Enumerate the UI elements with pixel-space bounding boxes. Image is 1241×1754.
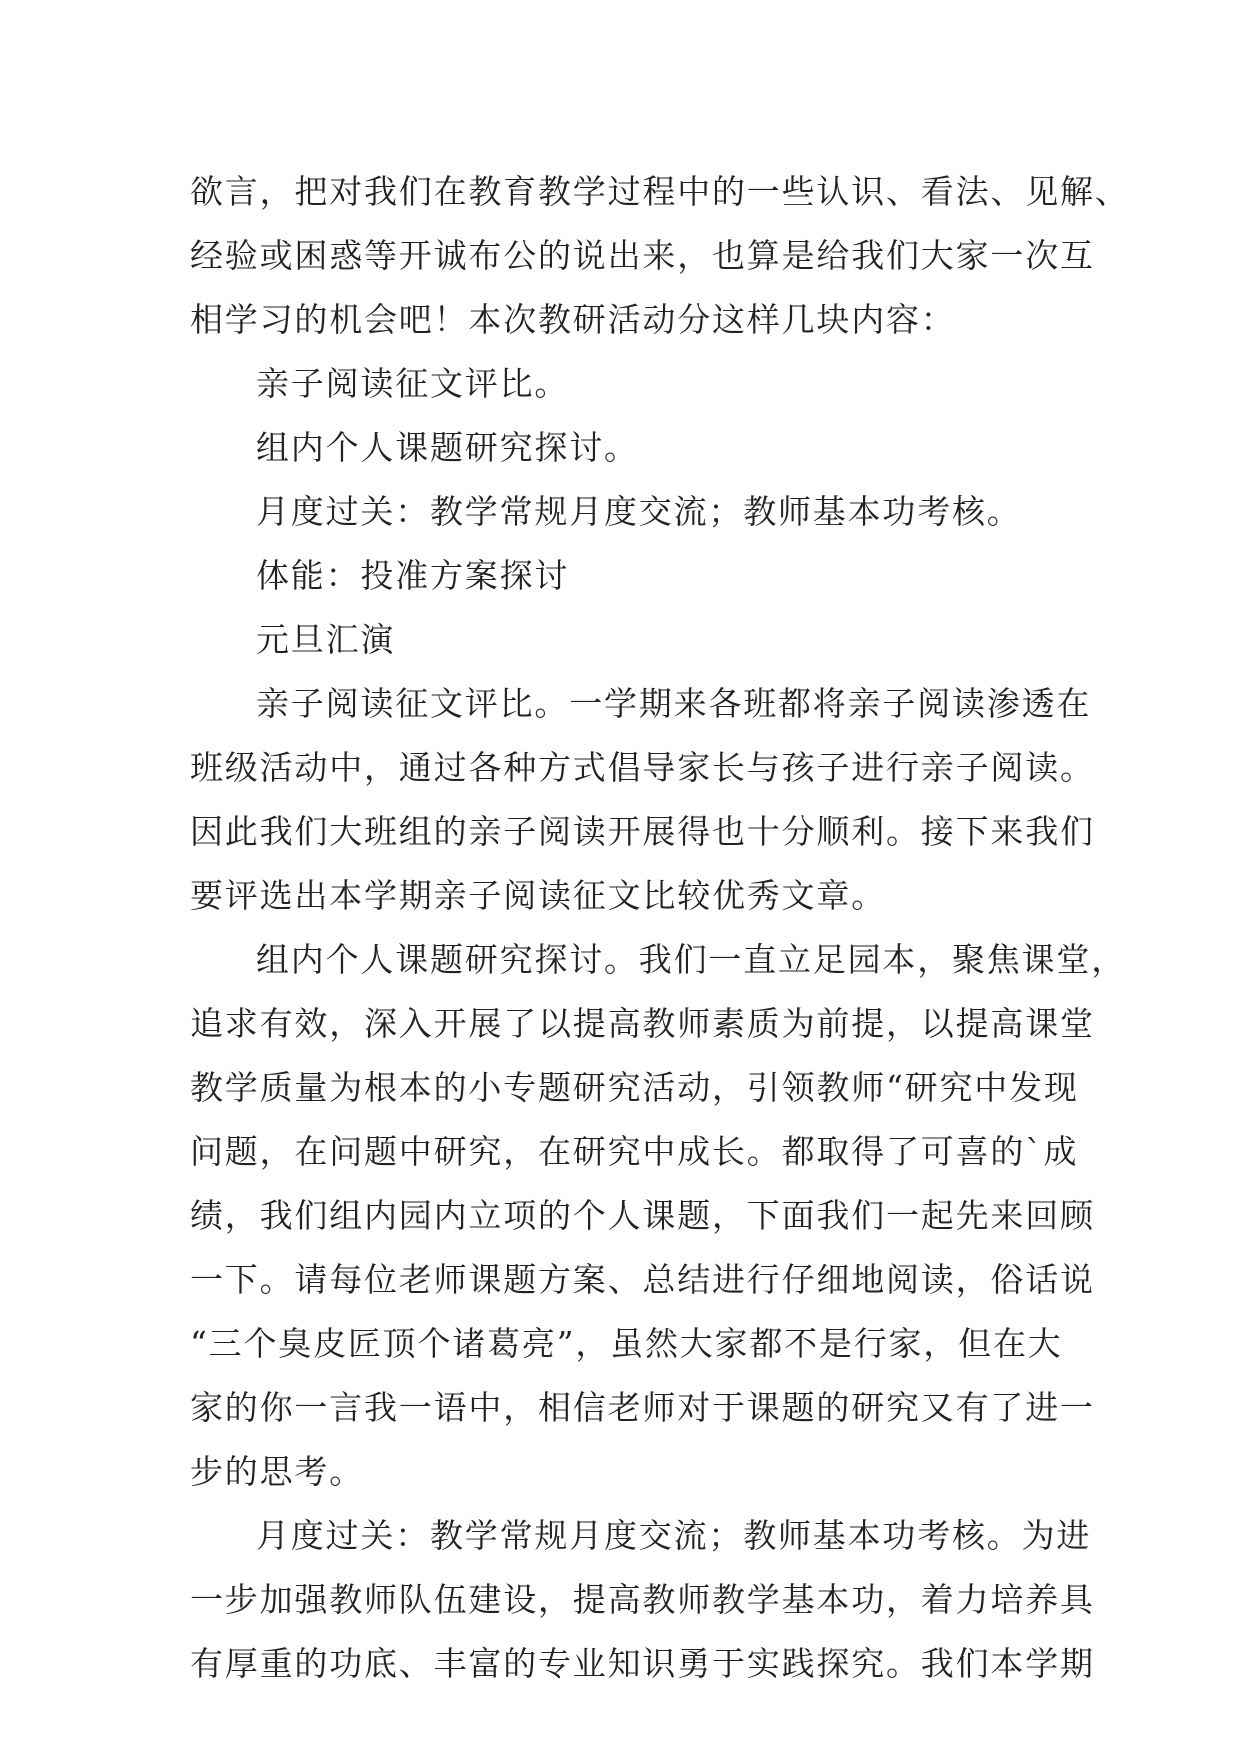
list-item-reading-contest: 亲子阅读征文评比。 bbox=[256, 364, 570, 403]
list-item-monthly-check: 月度过关：教学常规月度交流；教师基本功考核。 bbox=[256, 492, 1022, 531]
text-line: 经验或困惑等开诚布公的说出来，也算是给我们大家一次互 bbox=[190, 236, 1095, 275]
text-line: 一步加强教师队伍建设，提高教师教学基本功，着力培养具 bbox=[190, 1580, 1095, 1619]
paragraph-start: 月度过关：教学常规月度交流；教师基本功考核。为进 bbox=[256, 1516, 1092, 1555]
text-line: 家的你一言我一语中，相信老师对于课题的研究又有了进一 bbox=[190, 1388, 1095, 1427]
text-line: 要评选出本学期亲子阅读征文比较优秀文章。 bbox=[190, 876, 886, 915]
list-item-physical: 体能：投准方案探讨 bbox=[256, 556, 570, 595]
text-line: 一下。请每位老师课题方案、总结进行仔细地阅读，俗话说 bbox=[190, 1260, 1095, 1299]
text-line: 相学习的机会吧！本次教研活动分这样几块内容： bbox=[190, 300, 956, 339]
text-line: 问题，在问题中研究，在研究中成长。都取得了可喜的`成 bbox=[190, 1132, 1079, 1171]
paragraph-start: 组内个人课题研究探讨。我们一直立足园本，聚焦课堂， bbox=[256, 940, 1126, 979]
text-line: 因此我们大班组的亲子阅读开展得也十分顺利。接下来我们 bbox=[190, 812, 1095, 851]
text-line: 教学质量为根本的小专题研究活动，引领教师“研究中发现 bbox=[190, 1068, 1079, 1107]
list-item-new-year-show: 元旦汇演 bbox=[256, 620, 396, 659]
text-line: 追求有效，深入开展了以提高教师素质为前提，以提高课堂 bbox=[190, 1004, 1095, 1043]
paragraph-start: 亲子阅读征文评比。一学期来各班都将亲子阅读渗透在 bbox=[256, 684, 1092, 723]
text-line: 欲言，把对我们在教育教学过程中的一些认识、看法、见解、 bbox=[190, 172, 1130, 211]
list-item-research: 组内个人课题研究探讨。 bbox=[256, 428, 639, 467]
text-line: 班级活动中，通过各种方式倡导家长与孩子进行亲子阅读。 bbox=[190, 748, 1095, 787]
text-line: 有厚重的功底、丰富的专业知识勇于实践探究。我们本学期 bbox=[190, 1644, 1095, 1683]
text-line: 绩，我们组内园内立项的个人课题，下面我们一起先来回顾 bbox=[190, 1196, 1095, 1235]
text-line: “三个臭皮匠顶个诸葛亮”，虽然大家都不是行家，但在大 bbox=[190, 1324, 1063, 1363]
text-line: 步的思考。 bbox=[190, 1452, 364, 1491]
document-body bbox=[190, 160, 1130, 1696]
